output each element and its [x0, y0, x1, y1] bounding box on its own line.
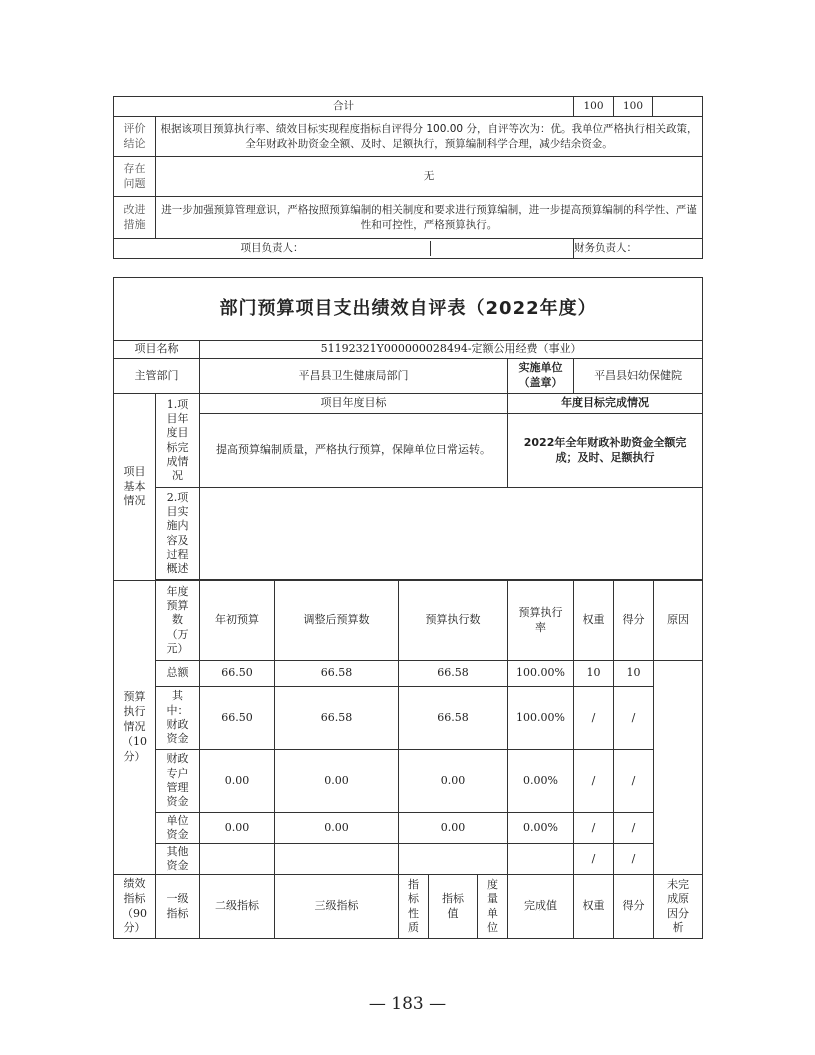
issues-text: 无: [156, 157, 703, 197]
finance-lead-label: 财务负责人：: [574, 239, 703, 259]
budget-reason: [654, 661, 703, 875]
budget-row-label: 其他资金: [156, 844, 200, 875]
finance-lead-spacer: [431, 241, 573, 255]
perf-label: 绩效指标（90分）: [114, 875, 156, 939]
budget-rate: [508, 844, 574, 875]
budget-row-label: 其中：财政资金: [156, 687, 200, 750]
budget-initial: 66.50: [200, 661, 275, 687]
nature-header: 指标性质: [399, 875, 429, 939]
budget-adjusted: [275, 844, 399, 875]
project-name-label: 项目名称: [114, 341, 200, 359]
budget-executed: 66.58: [399, 661, 508, 687]
project-name: 51192321Y000000028494-定额公用经费（事业）: [200, 341, 703, 359]
budget-initial: [200, 844, 275, 875]
conclusion-label: 评价结论: [114, 117, 156, 157]
budget-adjusted: 66.58: [275, 661, 399, 687]
project-lead-label: 项目负责人：: [114, 241, 431, 255]
budget-adjusted: 66.58: [275, 687, 399, 750]
dept-label: 主管部门: [114, 359, 200, 394]
budget-weight: /: [574, 813, 614, 844]
budget-row-label: 单位资金: [156, 813, 200, 844]
signature-row: [114, 239, 574, 259]
completion-header: 年度目标完成情况: [508, 394, 703, 414]
impl-unit-label: 实施单位（盖章）: [508, 359, 574, 394]
impl-section-label: 2.项目实施内容及过程概述: [156, 488, 200, 580]
improve-text: 进一步加强预算管理意识，严格按照预算编制的相关制度和要求进行预算编制，进一步提高预算编制的科学性、严谨性和可控性，严格预算执行。: [156, 197, 703, 239]
budget-row: [114, 661, 703, 687]
impl-unit: 平昌县妇幼保健院: [574, 359, 703, 394]
budget-executed: [399, 844, 508, 875]
total-score: 100: [614, 97, 653, 117]
budget-rate: 100.00%: [508, 661, 574, 687]
budget-weight: /: [574, 844, 614, 875]
evaluation-table: [113, 277, 703, 939]
budget-row: [114, 750, 703, 813]
budget-unit-header: 年度预算数（万元）: [156, 581, 200, 661]
budget-score: /: [614, 813, 654, 844]
budget-rate: 100.00%: [508, 687, 574, 750]
issues-label: 存在问题: [114, 157, 156, 197]
completion: 2022年全年财政补助资金全额完成；及时、足额执行: [508, 414, 703, 488]
impl-content: [200, 488, 703, 580]
perf-weight-header: 权重: [574, 875, 614, 939]
basic-label: 项目基本情况: [114, 394, 156, 581]
budget-row: [114, 813, 703, 844]
total-reason: [653, 97, 703, 117]
reason-header: 原因: [654, 581, 703, 661]
budget-adjusted: 0.00: [275, 813, 399, 844]
level3-header: 三级指标: [275, 875, 399, 939]
goal-section-label: 1.项目年度目标完成情况: [156, 394, 200, 488]
budget-initial: 0.00: [200, 813, 275, 844]
budget-score: /: [614, 844, 654, 875]
annual-goal: 提高预算编制质量，严格执行预算，保障单位日常运转。: [200, 414, 508, 488]
budget-score: /: [614, 750, 654, 813]
budget-exec-label: 预算执行情况（10分）: [114, 581, 156, 875]
weight-header: 权重: [574, 581, 614, 661]
initial-header: 年初预算: [200, 581, 275, 661]
budget-row-label: 总额: [156, 661, 200, 687]
level2-header: 二级指标: [200, 875, 275, 939]
value-header: 指标值: [429, 875, 478, 939]
improve-label: 改进措施: [114, 197, 156, 239]
budget-score: /: [614, 687, 654, 750]
budget-initial: 0.00: [200, 750, 275, 813]
executed-header: 预算执行数: [399, 581, 508, 661]
budget-adjusted: 0.00: [275, 750, 399, 813]
budget-rate: 0.00%: [508, 813, 574, 844]
budget-row-label: 财政专户管理资金: [156, 750, 200, 813]
annual-goal-header: 项目年度目标: [200, 394, 508, 414]
budget-weight: 10: [574, 661, 614, 687]
unit-header: 度量单位: [478, 875, 508, 939]
adjusted-header: 调整后预算数: [275, 581, 399, 661]
summary-table: [113, 96, 703, 259]
budget-row: [114, 844, 703, 875]
perf-score-header: 得分: [614, 875, 654, 939]
budget-executed: 0.00: [399, 813, 508, 844]
page-title: 部门预算项目支出绩效自评表（2022年度）: [114, 278, 703, 341]
budget-initial: 66.50: [200, 687, 275, 750]
page-number: — 183 —: [368, 994, 447, 1014]
budget-score: 10: [614, 661, 654, 687]
budget-executed: 0.00: [399, 750, 508, 813]
budget-weight: /: [574, 750, 614, 813]
budget-weight: /: [574, 687, 614, 750]
budget-row: [114, 687, 703, 750]
total-label: 合计: [114, 97, 574, 117]
budget-executed: 66.58: [399, 687, 508, 750]
actual-header: 完成值: [508, 875, 574, 939]
conclusion-text: 根据该项目预算执行率、绩效目标实现程度指标自评得分 100.00 分，自评等次为：优。我单位严格执行相关政策，全年财政补助资金全额、及时、足额执行，预算编制科学合理，减少结余资金。: [156, 117, 703, 157]
unfinished-reason-header: 未完成原因分析: [654, 875, 703, 939]
level1-header: 一级指标: [156, 875, 200, 939]
total-weight: 100: [574, 97, 614, 117]
dept: 平昌县卫生健康局部门: [200, 359, 508, 394]
rate-header: 预算执行率: [508, 581, 574, 661]
budget-rate: 0.00%: [508, 750, 574, 813]
score-header: 得分: [614, 581, 654, 661]
